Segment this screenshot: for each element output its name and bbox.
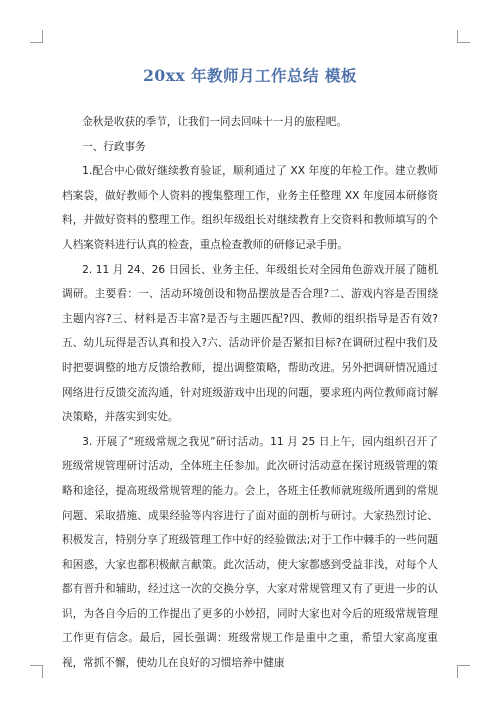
document-body bbox=[62, 110, 438, 676]
crop-mark-bottom-left bbox=[30, 665, 43, 678]
paragraph-3: 3. 开展了“班级常规之我见”研讨活动。11 月 25 日上午，园内组织召开了班级常规管理研讨活动，全体班主任参加。此次研讨活动意在探讨班级管理的策略和途径，提高班级常规管理的能力。会上，各班主任教师就班级所遇到的常规问题、采取措施、成果经验等内容进行了面对面的剖析与研讨。大家热烈讨论、积极发言，特别分享了班级管理工作中好的经验做法;对于工作中棘手的一些问题和困惑，大家也都积极献言献策。此次活动，使大家都感到受益非浅，对每个人都有晋升和辅助，经过这一次的交换分享，大家对常规管理又有了更进一步的认识，为各自今后的工作提出了更多的小妙招，同时大家也对今后的班级常规管理工作更有信念。最后，园长强调：班级常规工作是重中之重，希望大家高度重视，常抓不懈，使幼儿在良好的习惯培养中健康 bbox=[62, 435, 438, 670]
section-heading: 一、行政事务 bbox=[82, 140, 146, 153]
document-title: 20xx 年教师月工作总结 模板 bbox=[143, 66, 357, 85]
crop-mark-top-left bbox=[30, 30, 43, 43]
paragraph-1: 1.配合中心做好继续教育验证，顺利通过了 XX 年度的年检工作。建立教师档案袋，做好教师个人资料的搜集整理工作，业务主任整理 XX 年度园本研修资料，并做好资料的整理工作。组织年级组长对继续教育上交资料和教师填写的个人档案资料进行认真的检查，重点检查教师的研修记录手册。 bbox=[62, 165, 438, 251]
intro-paragraph: 金秋是收获的季节，让我们一同去回味十一月的旅程吧。 bbox=[82, 116, 347, 128]
paragraph-2: 2. 11 月 24、26 日园长、业务主任、年级组长对全园角色游戏开展了随机调研。主要看：一、活动环境创设和物品摆放是否合理?二、游戏内容是否围绕主题内容?三、材料是否丰富?是否与主题匹配?四、教师的组织指导是否有效?五、幼儿玩得是否认真和投入?六、活动评价是否紧扣目标?在调研过程中我们及时把要调整的地方反馈给教师，提出调整策略，帮助改进。另外把调研情况通过网络进行反馈交流沟通，针对班级游戏中出现的问题，要求班内两位教师商讨解决策略，并落实到实处。 bbox=[62, 263, 438, 424]
crop-mark-bottom-right bbox=[457, 665, 470, 678]
crop-mark-top-right bbox=[457, 30, 470, 43]
